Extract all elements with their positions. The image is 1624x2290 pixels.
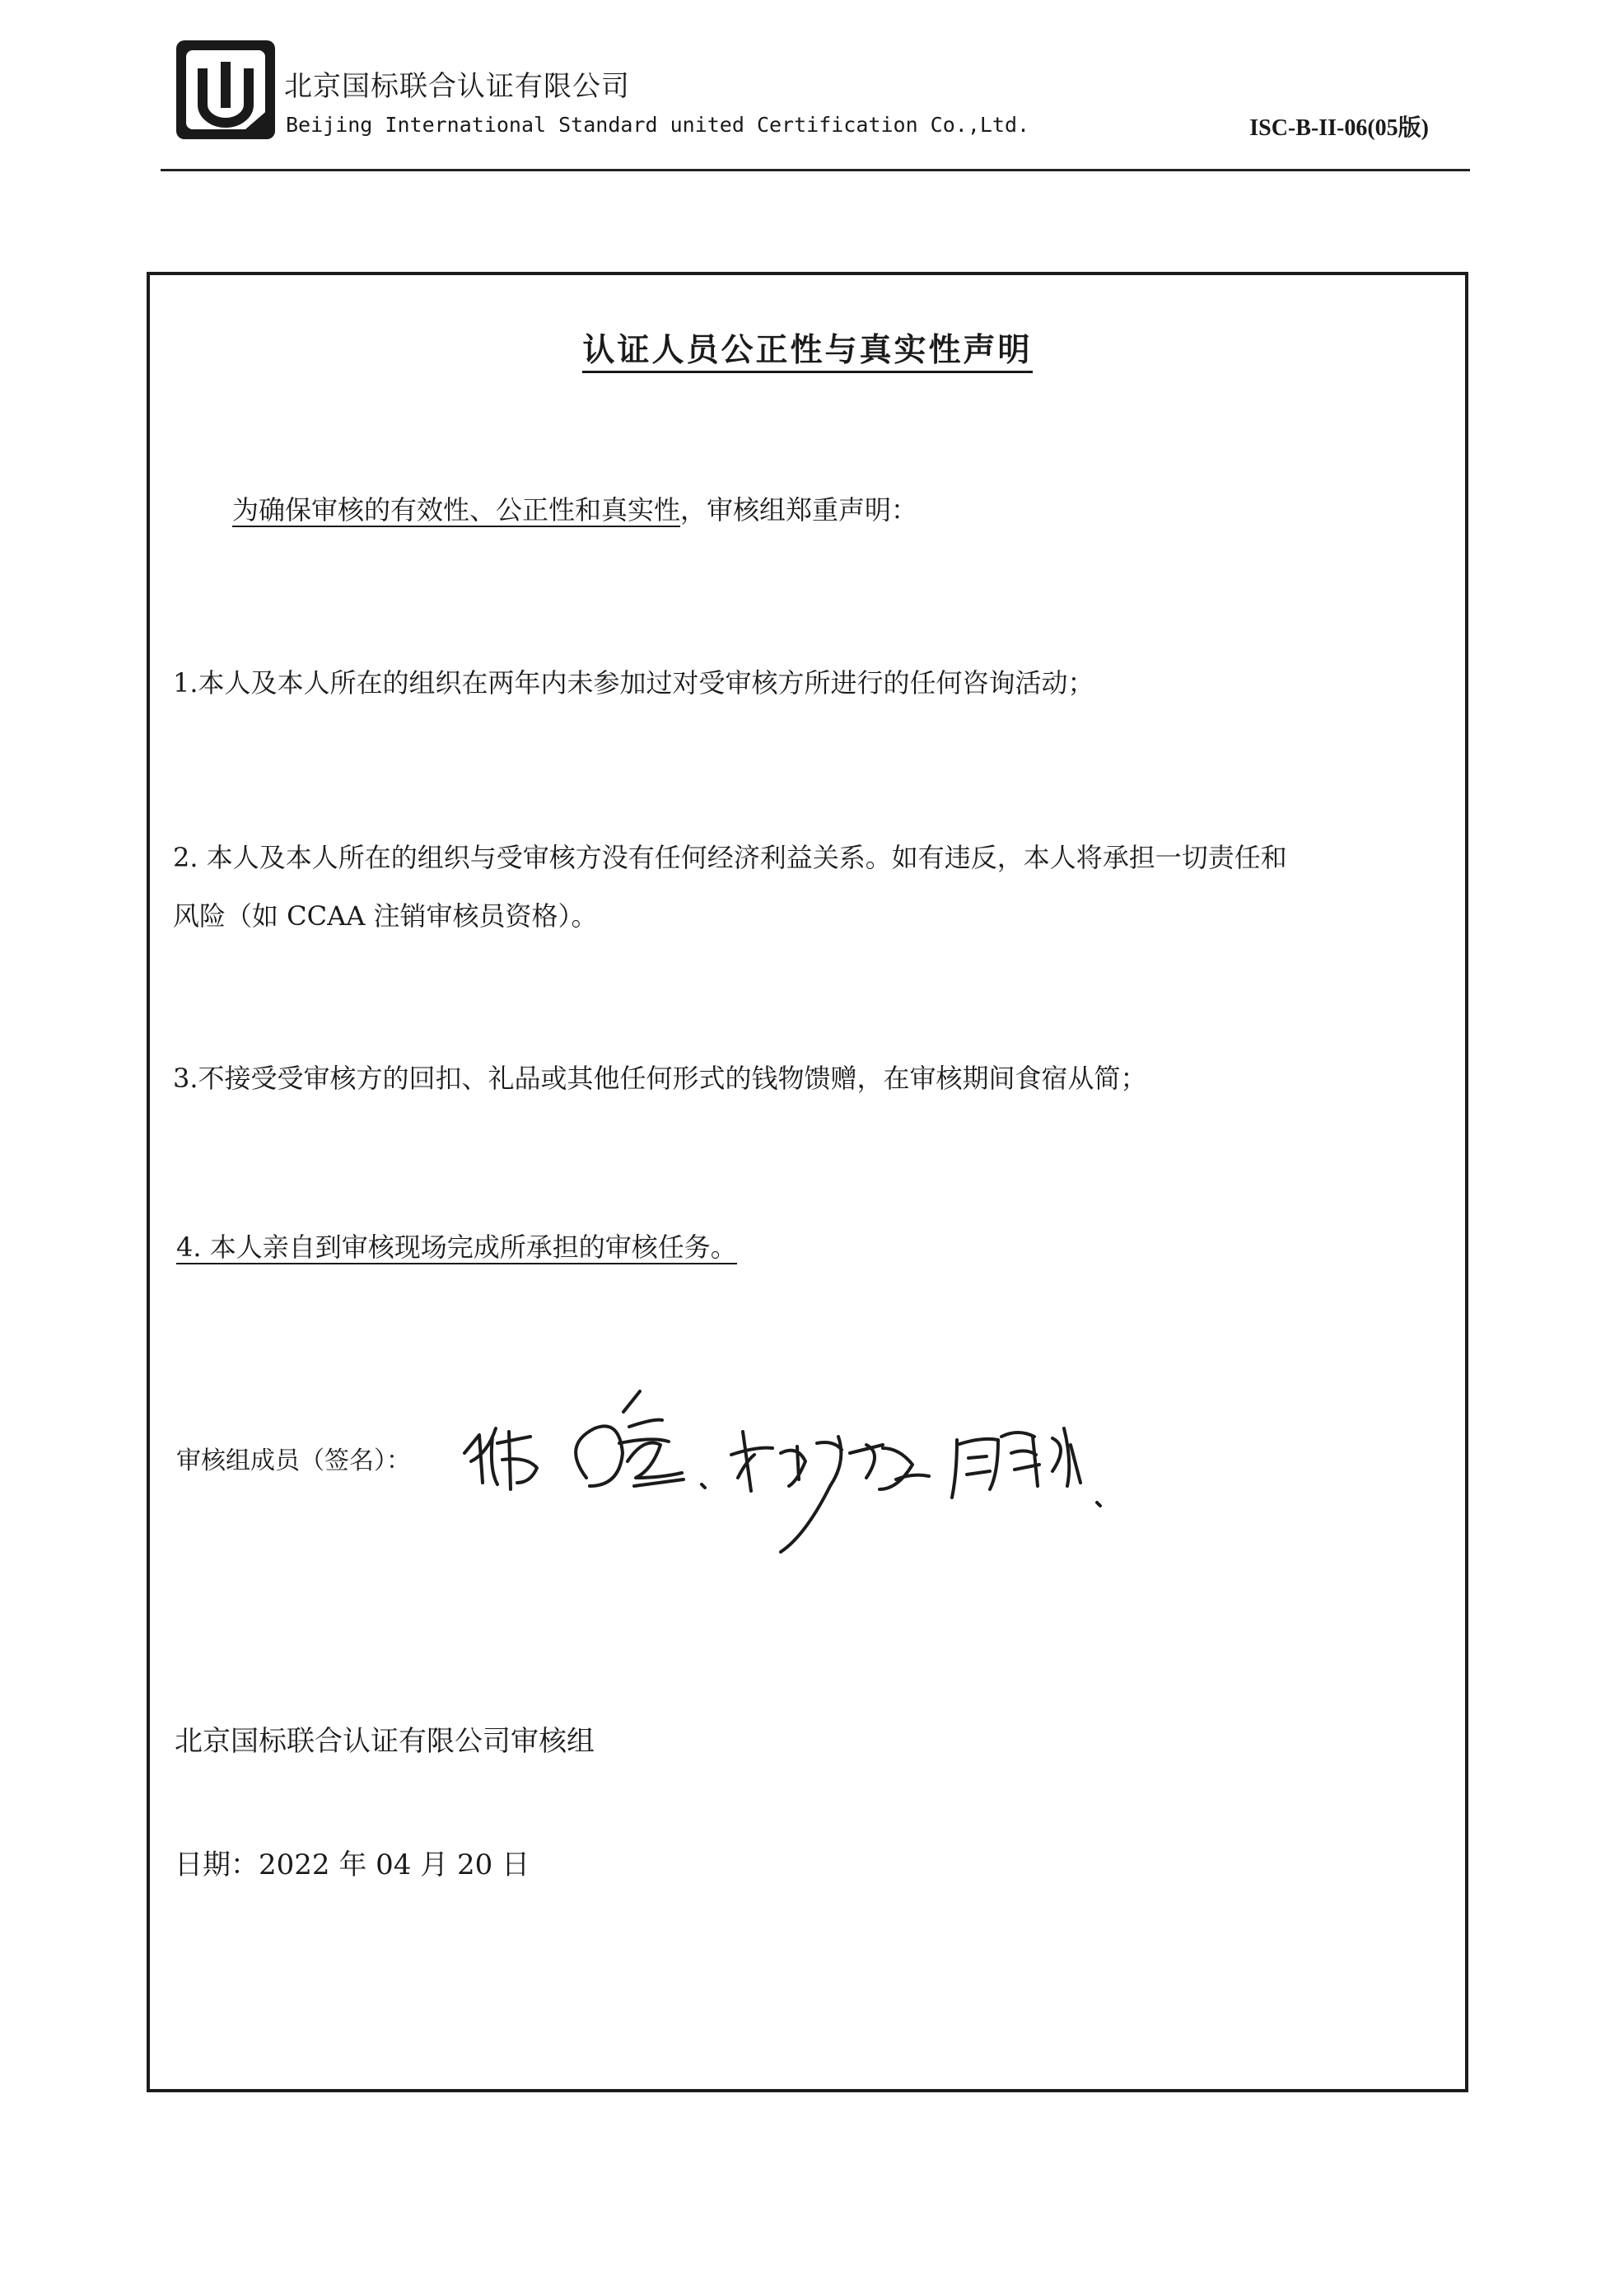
- intro-rest-text: ，审核组郑重声明：: [680, 494, 918, 526]
- intro-underlined-text: 为确保审核的有效性、公正性和真实性: [232, 494, 681, 526]
- isc-logo-icon: [173, 37, 278, 143]
- header-divider: [161, 169, 1470, 171]
- audit-team-name: 北京国标联合认证有限公司审核组: [175, 1725, 595, 1758]
- clause-4: 4. 本人亲自到审核现场完成所承担的审核任务。: [176, 1231, 737, 1263]
- declaration-frame: [147, 272, 1468, 2092]
- clause-2-line-2: 风险（如 CCAA 注销审核员资格）。: [173, 900, 598, 932]
- intro-paragraph: [232, 481, 917, 539]
- clause-2-line-1: 2. 本人及本人所在的组织与受审核方没有任何经济利益关系。如有违反，本人将承担一切责任和: [173, 842, 1287, 873]
- document-code: ISC-B-II-06(05版): [1249, 115, 1429, 141]
- date-label: 日期：: [175, 1848, 259, 1881]
- date-value: 2022 年 04 月 20 日: [259, 1848, 530, 1881]
- company-name-en: Beijing International Standard united Certification Co.,Ltd.: [286, 113, 1030, 137]
- document-header: [161, 37, 1478, 177]
- handwritten-signatures: [455, 1379, 1319, 1568]
- clause-3: 3.不接受受审核方的回扣、礼品或其他任何形式的钱物馈赠，在审核期间食宿从简；: [173, 1063, 1147, 1094]
- clause-1: 1.本人及本人所在的组织在两年内未参加过对受审核方所进行的任何咨询活动；: [173, 667, 1094, 699]
- signature-label: 审核组成员（签名）：: [176, 1446, 411, 1475]
- declaration-date: [175, 1836, 530, 1894]
- company-name-cn: 北京国标联合认证有限公司: [284, 70, 630, 103]
- declaration-title: 认证人员公正性与真实性声明: [150, 325, 1465, 371]
